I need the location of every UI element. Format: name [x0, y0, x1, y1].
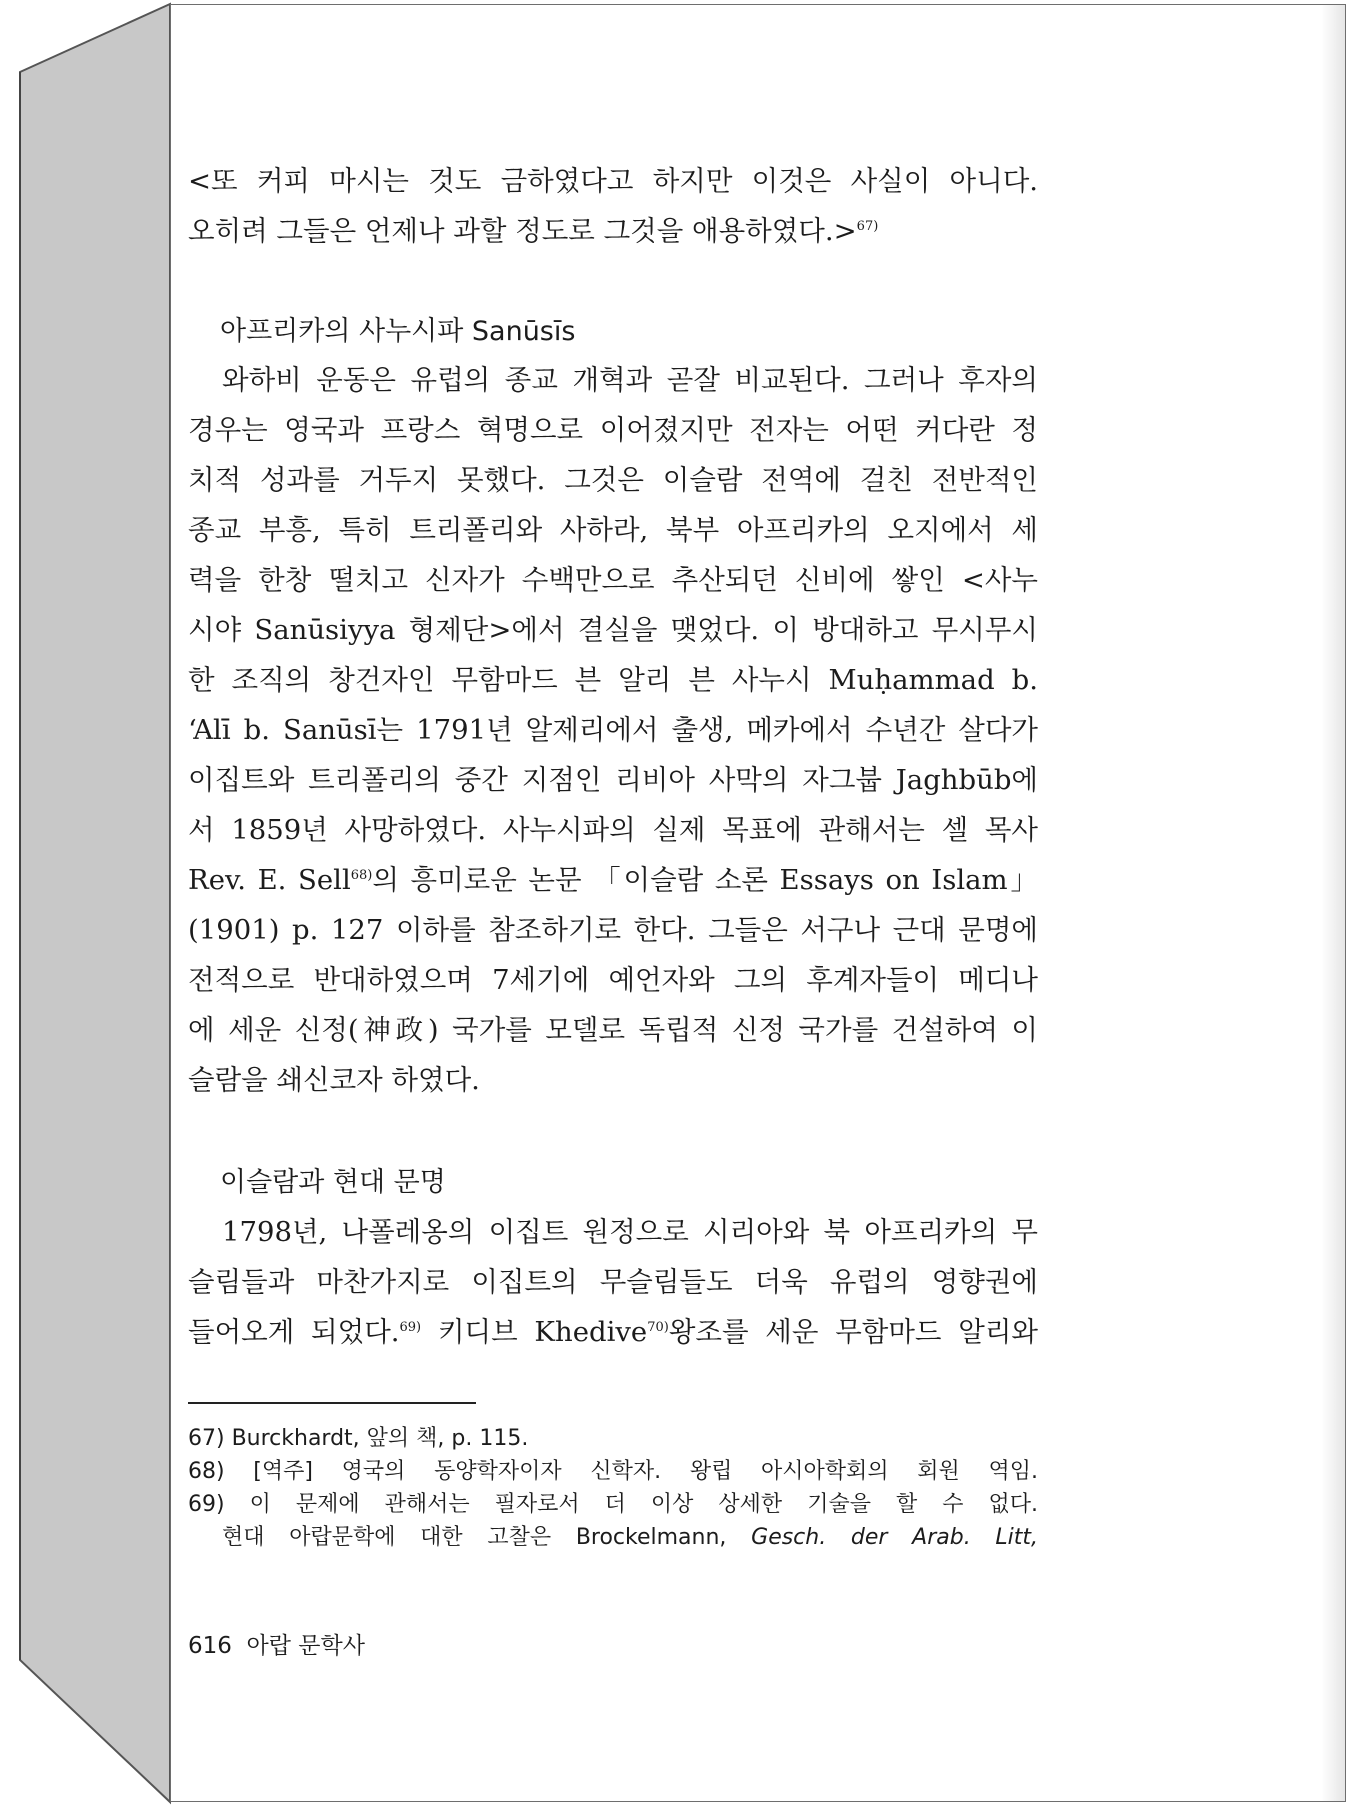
body-line: 종교 부흥, 특히 트리폴리와 사하라, 북부 아프리카의 오지에서 세 [188, 514, 1038, 546]
footnote-68: 68) [역주] 영국의 동양학자이자 신학자. 왕립 아시아학회의 회원 역임. [188, 1459, 1038, 1484]
body-line: 력을 한창 떨치고 신자가 수백만으로 추산되던 신비에 쌓인 <사누 [188, 564, 1038, 596]
footnote-69-cont-title: Gesch. der Arab. Litt, [751, 1525, 1038, 1550]
footnotes [188, 1422, 1038, 1554]
body-line: 슬람을 쇄신코자 하였다. [188, 1064, 480, 1096]
page-edge-shadow [1321, 5, 1345, 1801]
quote-line-1: <또 커피 마시는 것도 금하였다고 하지만 이것은 사실이 아니다. [188, 165, 1038, 197]
body-line: 와하비 운동은 유럽의 종교 개혁과 곧잘 비교된다. 그러나 후자의 [222, 364, 1038, 396]
running-title: 아랍 문학사 [246, 1633, 365, 1659]
section2-body [188, 1207, 1038, 1357]
quote-block [188, 156, 1038, 256]
quote-line-2-text: 오히려 그들은 언제나 과할 정도로 그것을 애용하였다.> [188, 215, 857, 247]
page-number: 616 [188, 1633, 232, 1659]
footnote-69: 69) 이 문제에 관해서는 필자로서 더 이상 상세한 기술을 할 수 없다. [188, 1492, 1038, 1517]
body-line-part: 키디브 Khedive [437, 1316, 648, 1348]
body-line-start: Rev. E. Sell [188, 864, 351, 896]
body-line: 치적 성과를 거두지 못했다. 그것은 이슬람 전역에 걸친 전반적인 [188, 464, 1038, 496]
footnote-67: 67) Burckhardt, 앞의 책, p. 115. [188, 1426, 529, 1451]
body-line: 이집트와 트리폴리의 중간 지점인 리비아 사막의 자그붑 Jaghbūb에 [188, 764, 1038, 796]
body-line: 한 조직의 창건자인 무함마드 븐 알리 븐 사누시 Muḥammad b. [188, 664, 1038, 696]
quote-line-2 [188, 206, 1038, 256]
footnote-divider [188, 1402, 476, 1404]
section-heading-modern-civilization: 이슬람과 현대 문명 [220, 1167, 446, 1198]
page-footer [188, 1628, 365, 1664]
body-line: 전적으로 반대하였으며 7세기에 예언자와 그의 후계자들이 메디나 [188, 964, 1038, 996]
footnote-ref-70: 70) [647, 1319, 669, 1335]
body-line: 1798년, 나폴레옹의 이집트 원정으로 시리아와 북 아프리카의 무 [222, 1216, 1038, 1248]
body-line: 시야 Sanūsiyya 형제단>에서 결실을 맺었다. 이 방대하고 무시무시 [188, 614, 1038, 646]
body-line-part: 들어오게 되었다. [188, 1316, 400, 1348]
body-line [188, 855, 1038, 905]
body-line-part: 왕조를 세운 무함마드 알리와 [668, 1316, 1038, 1348]
body-line-end: 의 흥미로운 논문 「이슬람 소론 Essays on Islam」 [372, 864, 1038, 896]
footnote-69-continued [188, 1521, 1038, 1554]
footnote-69-cont-text: 현대 아랍문학에 대한 고찰은 Brockelmann, [222, 1525, 727, 1550]
section-heading-sanusis: 아프리카의 사누시파 Sanūsīs [220, 316, 576, 347]
body-line: ʻAlī b. Sanūsī는 1791년 알제리에서 출생, 메카에서 수년간 살다가 [188, 714, 1038, 746]
body-line: 에 세운 신정(神政) 국가를 모델로 독립적 신정 국가를 건설하여 이 [188, 1014, 1038, 1046]
footnote-ref-68: 68) [350, 867, 373, 883]
body-line: 서 1859년 사망하였다. 사누시파의 실제 목표에 관해서는 셀 목사 [188, 814, 1038, 846]
footnote-ref-67: 67) [856, 218, 879, 234]
footnote-ref-69: 69) [399, 1319, 422, 1335]
body-line: 슬림들과 마찬가지로 이집트의 무슬림들도 더욱 유럽의 영향권에 [188, 1266, 1038, 1298]
body-line [188, 1307, 1038, 1357]
body-line: 경우는 영국과 프랑스 혁명으로 이어졌지만 전자는 어떤 커다란 정 [188, 414, 1038, 446]
body-line: (1901) p. 127 이하를 참조하기로 한다. 그들은 서구나 근대 문명에 [188, 914, 1038, 946]
section1-body [188, 355, 1038, 1105]
